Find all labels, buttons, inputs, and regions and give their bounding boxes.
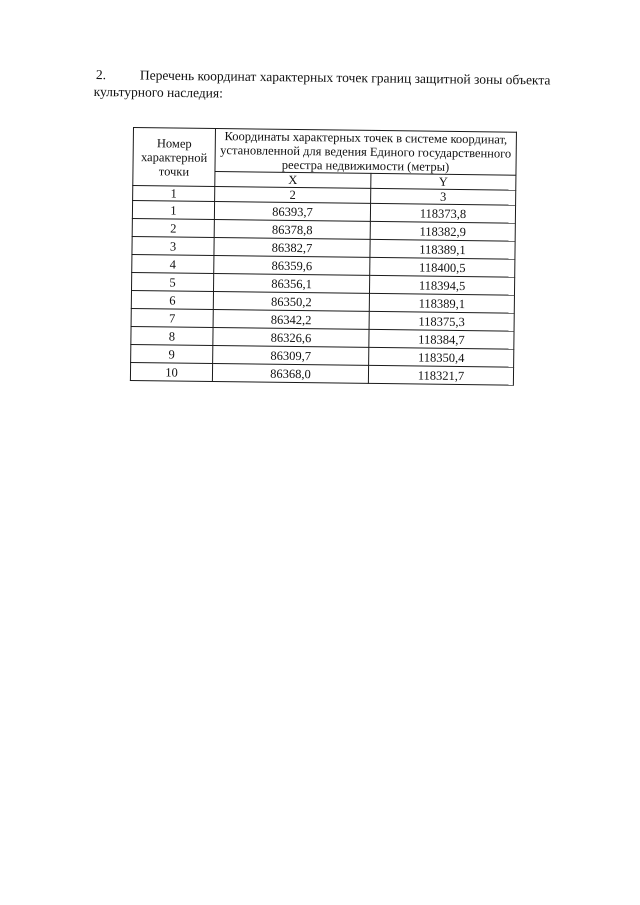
cell-point: 2 (132, 218, 214, 237)
column-index-2: 2 (215, 187, 371, 204)
cell-x: 86350,2 (213, 291, 369, 311)
cell-y: 118373,8 (370, 203, 515, 223)
cell-point: 7 (131, 308, 213, 327)
cell-x: 86382,7 (214, 237, 370, 257)
cell-y: 118384,7 (369, 329, 514, 349)
column-index-3: 3 (371, 188, 516, 205)
cell-y: 118375,3 (369, 311, 514, 331)
coordinates-table (130, 127, 517, 386)
table-row (130, 362, 513, 385)
cell-y: 118382,9 (370, 221, 515, 241)
section-heading (93, 66, 556, 106)
cell-y: 118321,7 (368, 365, 513, 385)
cell-x: 86326,6 (213, 327, 369, 347)
cell-y: 118389,1 (370, 239, 515, 259)
header-coordinates: Координаты характерных точек в системе координат, установленной для ведения Единого государственного реестра недвижимости (метры) (215, 129, 517, 176)
header-axis-x: X (215, 172, 371, 189)
cell-x: 86342,2 (213, 309, 369, 329)
cell-point: 8 (131, 326, 213, 345)
cell-x: 86309,7 (213, 345, 369, 365)
cell-point: 10 (130, 362, 212, 381)
cell-point: 1 (132, 201, 214, 220)
cell-y: 118350,4 (369, 347, 514, 367)
cell-y: 118389,1 (369, 293, 514, 313)
cell-x: 86378,8 (214, 220, 370, 240)
cell-x: 86368,0 (212, 363, 368, 383)
cell-point: 5 (132, 272, 214, 291)
cell-x: 86359,6 (214, 255, 370, 275)
heading-text-line1: Перечень координат характерных точек границ защитной зоны объекта (139, 67, 551, 88)
cell-x: 86356,1 (213, 273, 369, 293)
cell-point: 9 (131, 344, 213, 363)
section-number: 2. (95, 66, 107, 83)
cell-point: 3 (132, 236, 214, 255)
cell-point: 6 (131, 290, 213, 309)
header-point-number: Номер характерной точки (133, 128, 216, 187)
column-index-1: 1 (133, 186, 215, 202)
cell-y: 118400,5 (370, 257, 515, 277)
heading-text-line2: культурного наследия: (93, 83, 224, 101)
cell-point: 4 (132, 254, 214, 273)
cell-y: 118394,5 (369, 275, 514, 295)
header-axis-y: Y (371, 173, 516, 190)
cell-x: 86393,7 (214, 202, 370, 222)
